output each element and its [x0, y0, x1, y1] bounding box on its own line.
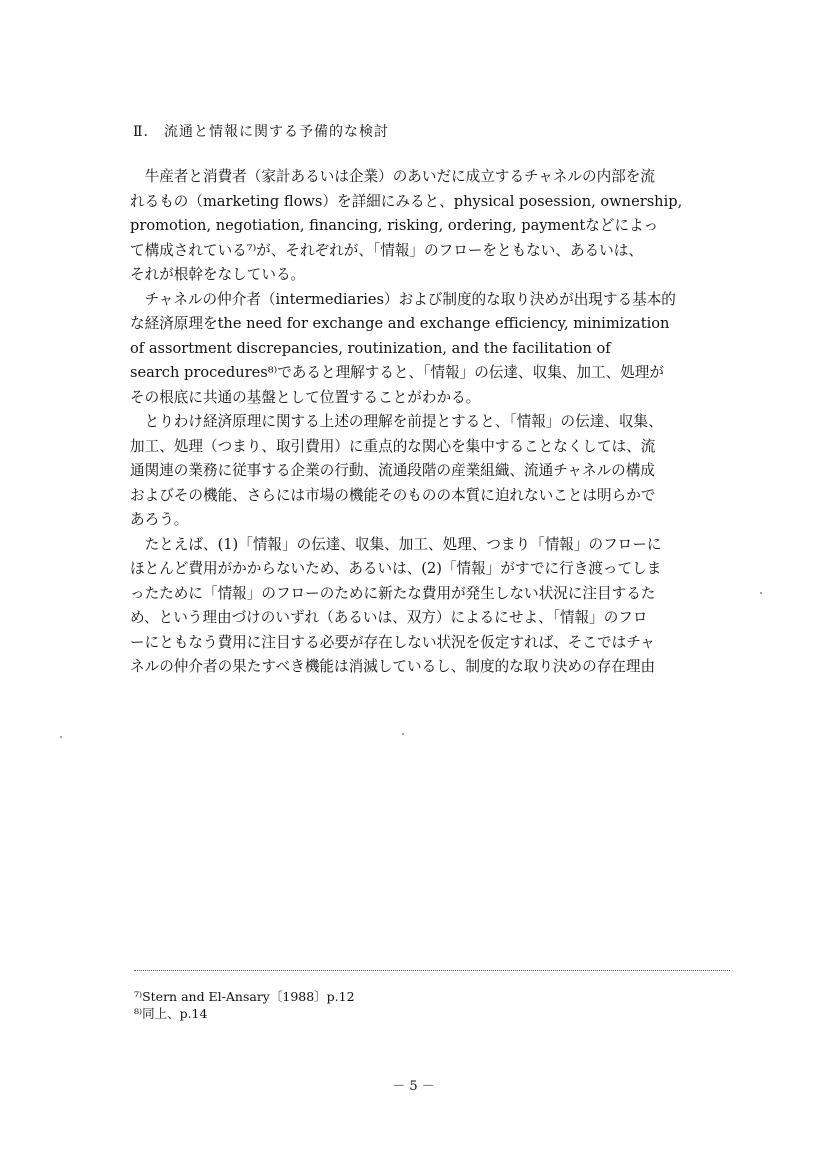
- text-line: それが根幹をなしている。: [130, 266, 306, 283]
- text-line: 加工、処理（つまり、取引費用）に重点的な関心を集中することなくしては、流: [130, 437, 656, 455]
- paragraph-3: [130, 410, 730, 533]
- text-line: 通関連の業務に従事する企業の行動、流通段階の産業組織、流通チャネルの構成: [130, 462, 655, 479]
- text-line: たとえば、(1)「情報」の伝達、収集、加工、処理、つまり「情報」のフローに: [130, 535, 662, 553]
- text-line: れるもの（marketing flows）を詳細にみると、physical posession, ownership,: [130, 192, 683, 210]
- text-line: チャネルの仲介者（intermediaries）および制度的な取り決めが出現する基本的: [130, 290, 676, 308]
- footnote-divider: [134, 970, 730, 971]
- text-line: ネルの仲介者の果たすべき機能は消滅しているし、制度的な取り決めの存在理由: [130, 658, 656, 675]
- scan-speck: [402, 733, 404, 735]
- text-line: とりわけ経済原理に関する上述の理解を前提とすると、「情報」の伝達、収集、: [130, 413, 663, 430]
- text-line: め、という理由づけのいずれ（あるいは、双方）によるにせよ、「情報」のフロ: [130, 609, 648, 626]
- text-line: あろう。: [130, 511, 189, 528]
- paragraph-2: [130, 288, 730, 411]
- footnotes: [134, 988, 355, 1022]
- text-line: ーにともなう費用に注目する必要が存在しない状況を仮定すれば、そこではチャ: [130, 633, 655, 651]
- text-line: 牛産者と消費者（家計あるいは企業）のあいだに成立するチャネルの内部を流: [130, 168, 655, 185]
- text-line: な経済原理をthe need for exchange and exchange efficiency, minimization: [130, 315, 670, 332]
- text-line: of assortment discrepancies, routinization, and the facilitation of: [130, 339, 611, 357]
- text-line: promotion, negotiation, financing, risking, ordering, paymentなどによっ: [130, 217, 659, 234]
- text-line: その根底に共通の基盤として位置することがわかる。: [130, 388, 481, 406]
- section-heading: Ⅱ. 流通と情報に関する予備的な検討: [133, 124, 389, 140]
- text-line: search procedures⁸⁾であると理解すると、「情報」の伝達、収集、加工、処理が: [130, 364, 664, 381]
- paragraph-1: [130, 165, 730, 288]
- footnote-8: ⁸⁾同上、p.14: [134, 1006, 208, 1021]
- page-number: － 5 －: [392, 1079, 435, 1094]
- footnote-7: ⁷⁾Stern and El-Ansary〔1988〕p.12: [134, 989, 355, 1004]
- text-line: て構成されている⁷⁾が、それぞれが、「情報」のフローをともない、あるいは、: [130, 241, 643, 259]
- scan-speck: [760, 592, 762, 594]
- text-line: ほとんど費用がかからないため、あるいは、(2)「情報」がすでに行き渡ってしま: [130, 560, 662, 577]
- paragraph-4: [130, 533, 730, 680]
- text-line: およびその機能、さらには市場の機能そのものの本質に迫れないことは明らかで: [130, 486, 656, 504]
- scan-speck: [60, 736, 62, 738]
- body-text: [130, 165, 730, 680]
- text-line: ったために「情報」のフローのために新たな費用が発生しない状況に注目するた: [130, 584, 656, 602]
